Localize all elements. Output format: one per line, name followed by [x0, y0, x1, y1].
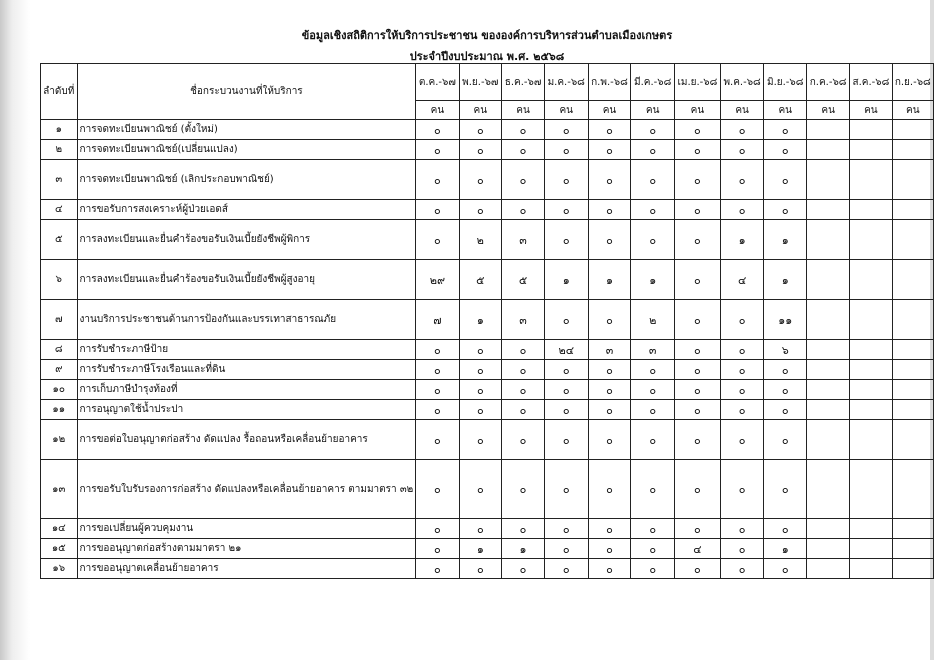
- table-row: [41, 340, 934, 360]
- month-count-cell: ๐: [588, 400, 631, 420]
- month-count-cell: [850, 420, 892, 460]
- service-name: การขอเปลี่ยนผู้ควบคุมงาน: [77, 519, 416, 539]
- month-count-cell: ๐: [631, 539, 675, 559]
- month-count-cell: [850, 400, 892, 420]
- month-count-cell: ๐: [764, 460, 807, 519]
- statistics-table: [40, 63, 934, 579]
- month-count-cell: ๐: [720, 300, 764, 340]
- document-title: ข้อมูลเชิงสถิติการให้บริการประชาชน ขององค์การบริหารส่วนตำบลเมืองเกษตร: [301, 29, 673, 42]
- month-count-cell: ๐: [459, 400, 502, 420]
- month-count-cell: ๐: [459, 559, 502, 579]
- month-count-cell: [850, 300, 892, 340]
- month-count-cell: ๐: [764, 380, 807, 400]
- month-count-cell: ๐: [502, 160, 545, 200]
- month-count-cell: ๐: [674, 460, 720, 519]
- month-count-cell: [850, 200, 892, 220]
- month-count-cell: [807, 519, 850, 539]
- month-count-cell: ๐: [674, 559, 720, 579]
- service-name: การขอรับการสงเคราะห์ผู้ป่วยเอดส์: [77, 200, 416, 220]
- month-count-cell: [892, 120, 933, 140]
- month-count-cell: [807, 200, 850, 220]
- month-count-cell: ๐: [720, 460, 764, 519]
- month-count-cell: ๐: [502, 380, 545, 400]
- month-count-cell: ๐: [720, 360, 764, 380]
- header-unit: คน: [764, 101, 807, 120]
- month-count-cell: [892, 420, 933, 460]
- table-row: [41, 140, 934, 160]
- month-count-cell: ๐: [544, 300, 588, 340]
- month-count-cell: ๐: [674, 260, 720, 300]
- document-subtitle: ประจำปีงบประมาณ พ.ศ. ๒๕๖๘: [409, 50, 565, 63]
- table-row: [41, 220, 934, 260]
- month-count-cell: [892, 400, 933, 420]
- month-count-cell: [850, 360, 892, 380]
- header-unit: คน: [502, 101, 545, 120]
- month-count-cell: ๐: [416, 120, 459, 140]
- month-count-cell: ๐: [416, 340, 459, 360]
- table-row: [41, 120, 934, 140]
- row-index: ๑๕: [41, 539, 78, 559]
- header-month: ส.ค.-๖๘: [850, 64, 892, 101]
- month-count-cell: ๑: [459, 300, 502, 340]
- month-count-cell: ๐: [588, 160, 631, 200]
- month-count-cell: ๑: [502, 539, 545, 559]
- month-count-cell: ๐: [588, 220, 631, 260]
- service-name: การขอรับใบรับรองการก่อสร้าง ดัดแปลงหรือเคลื่อนย้ายอาคาร ตามมาตรา ๓๒: [77, 460, 416, 519]
- month-count-cell: ๐: [544, 460, 588, 519]
- month-count-cell: ๐: [544, 559, 588, 579]
- month-count-cell: ๐: [720, 160, 764, 200]
- month-count-cell: ๐: [459, 360, 502, 380]
- month-count-cell: ๓: [588, 340, 631, 360]
- month-count-cell: ๐: [631, 220, 675, 260]
- month-count-cell: ๐: [674, 300, 720, 340]
- month-count-cell: [892, 140, 933, 160]
- month-count-cell: ๑: [459, 539, 502, 559]
- month-count-cell: ๔: [674, 539, 720, 559]
- month-count-cell: ๐: [459, 420, 502, 460]
- scan-shadow-left: [0, 0, 30, 660]
- service-name: การลงทะเบียนและยื่นคำร้องขอรับเงินเบี้ยยังชีพผู้สูงอายุ: [77, 260, 416, 300]
- header-unit: คน: [807, 101, 850, 120]
- month-count-cell: ๓: [502, 300, 545, 340]
- month-count-cell: ๐: [416, 380, 459, 400]
- service-name: การขอต่อใบอนุญาตก่อสร้าง ดัดแปลง รื้อถอนหรือเคลื่อนย้ายอาคาร: [77, 420, 416, 460]
- month-count-cell: ๐: [459, 460, 502, 519]
- month-count-cell: ๐: [764, 360, 807, 380]
- row-index: ๑: [41, 120, 78, 140]
- month-count-cell: ๐: [720, 559, 764, 579]
- header-unit: คน: [674, 101, 720, 120]
- month-count-cell: [892, 220, 933, 260]
- month-count-cell: ๐: [588, 380, 631, 400]
- month-count-cell: ๐: [416, 519, 459, 539]
- month-count-cell: [850, 460, 892, 519]
- month-count-cell: ๐: [720, 400, 764, 420]
- month-count-cell: [807, 300, 850, 340]
- month-count-cell: [850, 220, 892, 260]
- service-name: การเก็บภาษีบำรุงท้องที่: [77, 380, 416, 400]
- month-count-cell: ๒: [459, 220, 502, 260]
- header-unit: คน: [720, 101, 764, 120]
- month-count-cell: ๒๙: [416, 260, 459, 300]
- month-count-cell: ๐: [764, 519, 807, 539]
- month-count-cell: ๕: [459, 260, 502, 300]
- month-count-cell: ๖: [764, 340, 807, 360]
- service-name: การจดทะเบียนพาณิชย์(เปลี่ยนแปลง): [77, 140, 416, 160]
- month-count-cell: ๐: [631, 120, 675, 140]
- month-count-cell: ๐: [459, 160, 502, 200]
- month-count-cell: [892, 340, 933, 360]
- month-count-cell: ๐: [631, 160, 675, 200]
- month-count-cell: ๐: [674, 200, 720, 220]
- month-count-cell: ๐: [720, 140, 764, 160]
- month-count-cell: ๐: [631, 380, 675, 400]
- row-index: ๑๑: [41, 400, 78, 420]
- month-count-cell: ๐: [764, 160, 807, 200]
- month-count-cell: ๐: [588, 300, 631, 340]
- month-count-cell: ๐: [631, 360, 675, 380]
- month-count-cell: ๐: [720, 200, 764, 220]
- header-month: ต.ค.-๖๗: [416, 64, 459, 101]
- month-count-cell: ๐: [502, 120, 545, 140]
- month-count-cell: ๑: [720, 220, 764, 260]
- header-unit: คน: [459, 101, 502, 120]
- month-count-cell: ๔: [720, 260, 764, 300]
- month-count-cell: [807, 460, 850, 519]
- month-count-cell: ๐: [544, 120, 588, 140]
- row-index: ๘: [41, 340, 78, 360]
- month-count-cell: ๐: [720, 120, 764, 140]
- table-row: [41, 420, 934, 460]
- month-count-cell: [807, 360, 850, 380]
- month-count-cell: ๐: [416, 360, 459, 380]
- month-count-cell: ๐: [588, 519, 631, 539]
- month-count-cell: ๐: [764, 200, 807, 220]
- month-count-cell: [807, 380, 850, 400]
- month-count-cell: [850, 380, 892, 400]
- month-count-cell: ๐: [502, 559, 545, 579]
- month-count-cell: ๒๔: [544, 340, 588, 360]
- month-count-cell: ๑: [588, 260, 631, 300]
- month-count-cell: ๐: [416, 200, 459, 220]
- month-count-cell: [807, 160, 850, 200]
- table-row: [41, 260, 934, 300]
- month-count-cell: ๐: [631, 140, 675, 160]
- month-count-cell: ๐: [459, 340, 502, 360]
- service-name: การลงทะเบียนและยื่นคำร้องขอรับเงินเบี้ยยังชีพผู้พิการ: [77, 220, 416, 260]
- month-count-cell: [807, 420, 850, 460]
- row-index: ๕: [41, 220, 78, 260]
- month-count-cell: [850, 260, 892, 300]
- month-count-cell: ๐: [631, 200, 675, 220]
- month-count-cell: ๐: [674, 120, 720, 140]
- service-name: การจดทะเบียนพาณิชย์ (ตั้งใหม่): [77, 120, 416, 140]
- month-count-cell: ๐: [502, 519, 545, 539]
- month-count-cell: [850, 539, 892, 559]
- month-count-cell: [850, 559, 892, 579]
- service-name: การขออนุญาตเคลื่อนย้ายอาคาร: [77, 559, 416, 579]
- row-index: ๒: [41, 140, 78, 160]
- month-count-cell: ๐: [502, 200, 545, 220]
- month-count-cell: [850, 340, 892, 360]
- month-count-cell: [892, 460, 933, 519]
- month-count-cell: ๐: [544, 539, 588, 559]
- month-count-cell: [807, 220, 850, 260]
- month-count-cell: ๐: [588, 120, 631, 140]
- month-count-cell: [807, 400, 850, 420]
- month-count-cell: ๐: [674, 160, 720, 200]
- month-count-cell: ๐: [764, 140, 807, 160]
- month-count-cell: ๐: [720, 519, 764, 539]
- month-count-cell: ๐: [544, 420, 588, 460]
- month-count-cell: ๐: [588, 539, 631, 559]
- month-count-cell: ๐: [502, 340, 545, 360]
- month-count-cell: ๐: [674, 380, 720, 400]
- month-count-cell: ๐: [674, 400, 720, 420]
- month-count-cell: ๐: [544, 200, 588, 220]
- row-index: ๔: [41, 200, 78, 220]
- row-index: ๑๐: [41, 380, 78, 400]
- header-unit: คน: [416, 101, 459, 120]
- month-count-cell: ๐: [588, 559, 631, 579]
- month-count-cell: ๐: [764, 400, 807, 420]
- row-index: ๙: [41, 360, 78, 380]
- month-count-cell: ๐: [544, 220, 588, 260]
- table-row: [41, 380, 934, 400]
- row-index: ๑๔: [41, 519, 78, 539]
- month-count-cell: ๐: [459, 120, 502, 140]
- month-count-cell: ๐: [720, 340, 764, 360]
- month-count-cell: ๐: [416, 140, 459, 160]
- month-count-cell: [807, 539, 850, 559]
- header-unit: คน: [631, 101, 675, 120]
- month-count-cell: [807, 559, 850, 579]
- header-index: ลำดับที่: [41, 64, 78, 120]
- month-count-cell: ๐: [459, 200, 502, 220]
- month-count-cell: [892, 519, 933, 539]
- month-count-cell: ๑: [631, 260, 675, 300]
- month-count-cell: ๐: [720, 420, 764, 460]
- row-index: ๖: [41, 260, 78, 300]
- month-count-cell: ๐: [720, 539, 764, 559]
- row-index: ๗: [41, 300, 78, 340]
- month-count-cell: ๐: [764, 420, 807, 460]
- month-count-cell: [807, 120, 850, 140]
- row-index: ๓: [41, 160, 78, 200]
- month-count-cell: ๐: [502, 420, 545, 460]
- month-count-cell: ๐: [544, 140, 588, 160]
- month-count-cell: ๑: [764, 539, 807, 559]
- month-count-cell: [807, 340, 850, 360]
- service-name: การขออนุญาตก่อสร้างตามมาตรา ๒๑: [77, 539, 416, 559]
- header-month: พ.ค.-๖๘: [720, 64, 764, 101]
- service-name: การรับชำระภาษีโรงเรือนและที่ดิน: [77, 360, 416, 380]
- month-count-cell: ๐: [416, 460, 459, 519]
- month-count-cell: ๐: [459, 519, 502, 539]
- month-count-cell: ๐: [764, 559, 807, 579]
- table-row: [41, 200, 934, 220]
- header-service-name: ชื่อกระบวนงานที่ให้บริการ: [77, 64, 416, 120]
- header-row: [41, 64, 934, 101]
- month-count-cell: ๐: [631, 460, 675, 519]
- month-count-cell: ๑: [764, 260, 807, 300]
- month-count-cell: ๐: [674, 420, 720, 460]
- table-row: [41, 539, 934, 559]
- service-name: การรับชำระภาษีป้าย: [77, 340, 416, 360]
- table-row: [41, 300, 934, 340]
- table-row: [41, 460, 934, 519]
- month-count-cell: [807, 260, 850, 300]
- month-count-cell: ๐: [544, 519, 588, 539]
- month-count-cell: [892, 260, 933, 300]
- month-count-cell: ๕: [502, 260, 545, 300]
- month-count-cell: [892, 200, 933, 220]
- month-count-cell: ๑: [544, 260, 588, 300]
- month-count-cell: ๐: [631, 519, 675, 539]
- header-month: มี.ค.-๖๘: [631, 64, 675, 101]
- month-count-cell: ๐: [631, 559, 675, 579]
- month-count-cell: [850, 140, 892, 160]
- header-unit: คน: [588, 101, 631, 120]
- month-count-cell: ๐: [502, 460, 545, 519]
- month-count-cell: [850, 160, 892, 200]
- header-month: เม.ย.-๖๘: [674, 64, 720, 101]
- month-count-cell: ๐: [764, 120, 807, 140]
- month-count-cell: [850, 519, 892, 539]
- month-count-cell: ๓: [502, 220, 545, 260]
- month-count-cell: ๐: [674, 519, 720, 539]
- header-month: พ.ย.-๖๗: [459, 64, 502, 101]
- header-month: ธ.ค.-๖๗: [502, 64, 545, 101]
- month-count-cell: ๐: [459, 140, 502, 160]
- month-count-cell: ๐: [631, 400, 675, 420]
- month-count-cell: ๐: [674, 220, 720, 260]
- month-count-cell: ๑: [764, 220, 807, 260]
- service-name: การจดทะเบียนพาณิชย์ (เลิกประกอบพาณิชย์): [77, 160, 416, 200]
- month-count-cell: ๐: [588, 360, 631, 380]
- month-count-cell: ๐: [416, 160, 459, 200]
- table-row: [41, 400, 934, 420]
- month-count-cell: ๐: [631, 420, 675, 460]
- month-count-cell: ๐: [502, 140, 545, 160]
- table-row: [41, 519, 934, 539]
- table-row: [41, 360, 934, 380]
- row-index: ๑๒: [41, 420, 78, 460]
- month-count-cell: ๐: [416, 539, 459, 559]
- month-count-cell: [850, 120, 892, 140]
- month-count-cell: ๐: [674, 140, 720, 160]
- month-count-cell: ๐: [588, 200, 631, 220]
- month-count-cell: ๗: [416, 300, 459, 340]
- month-count-cell: ๐: [502, 360, 545, 380]
- header-month: ก.ย.-๖๘: [892, 64, 933, 101]
- month-count-cell: ๐: [416, 420, 459, 460]
- service-name: งานบริการประชาชนด้านการป้องกันและบรรเทาสาธารณภัย: [77, 300, 416, 340]
- month-count-cell: [892, 360, 933, 380]
- header-unit: คน: [850, 101, 892, 120]
- month-count-cell: ๐: [502, 400, 545, 420]
- row-index: ๑๓: [41, 460, 78, 519]
- month-count-cell: ๐: [674, 360, 720, 380]
- month-count-cell: ๐: [544, 380, 588, 400]
- month-count-cell: ๐: [588, 420, 631, 460]
- month-count-cell: ๐: [416, 400, 459, 420]
- month-count-cell: ๐: [544, 400, 588, 420]
- header-unit: คน: [892, 101, 933, 120]
- month-count-cell: [807, 140, 850, 160]
- month-count-cell: ๐: [459, 380, 502, 400]
- header-month: ม.ค.-๖๘: [544, 64, 588, 101]
- month-count-cell: ๓: [631, 340, 675, 360]
- month-count-cell: ๐: [416, 559, 459, 579]
- month-count-cell: [892, 380, 933, 400]
- month-count-cell: ๑๑: [764, 300, 807, 340]
- header-month: มิ.ย.-๖๘: [764, 64, 807, 101]
- month-count-cell: ๒: [631, 300, 675, 340]
- header-month: ก.ค.-๖๘: [807, 64, 850, 101]
- month-count-cell: ๐: [588, 460, 631, 519]
- month-count-cell: ๐: [588, 140, 631, 160]
- month-count-cell: [892, 300, 933, 340]
- row-index: ๑๖: [41, 559, 78, 579]
- header-unit: คน: [544, 101, 588, 120]
- month-count-cell: [892, 559, 933, 579]
- header-month: ก.พ.-๖๘: [588, 64, 631, 101]
- month-count-cell: ๐: [416, 220, 459, 260]
- month-count-cell: ๐: [544, 160, 588, 200]
- table-row: [41, 559, 934, 579]
- month-count-cell: [892, 160, 933, 200]
- table-row: [41, 160, 934, 200]
- service-name: การอนุญาตใช้น้ำประปา: [77, 400, 416, 420]
- month-count-cell: ๐: [720, 380, 764, 400]
- month-count-cell: ๐: [674, 340, 720, 360]
- month-count-cell: [892, 539, 933, 559]
- month-count-cell: ๐: [544, 360, 588, 380]
